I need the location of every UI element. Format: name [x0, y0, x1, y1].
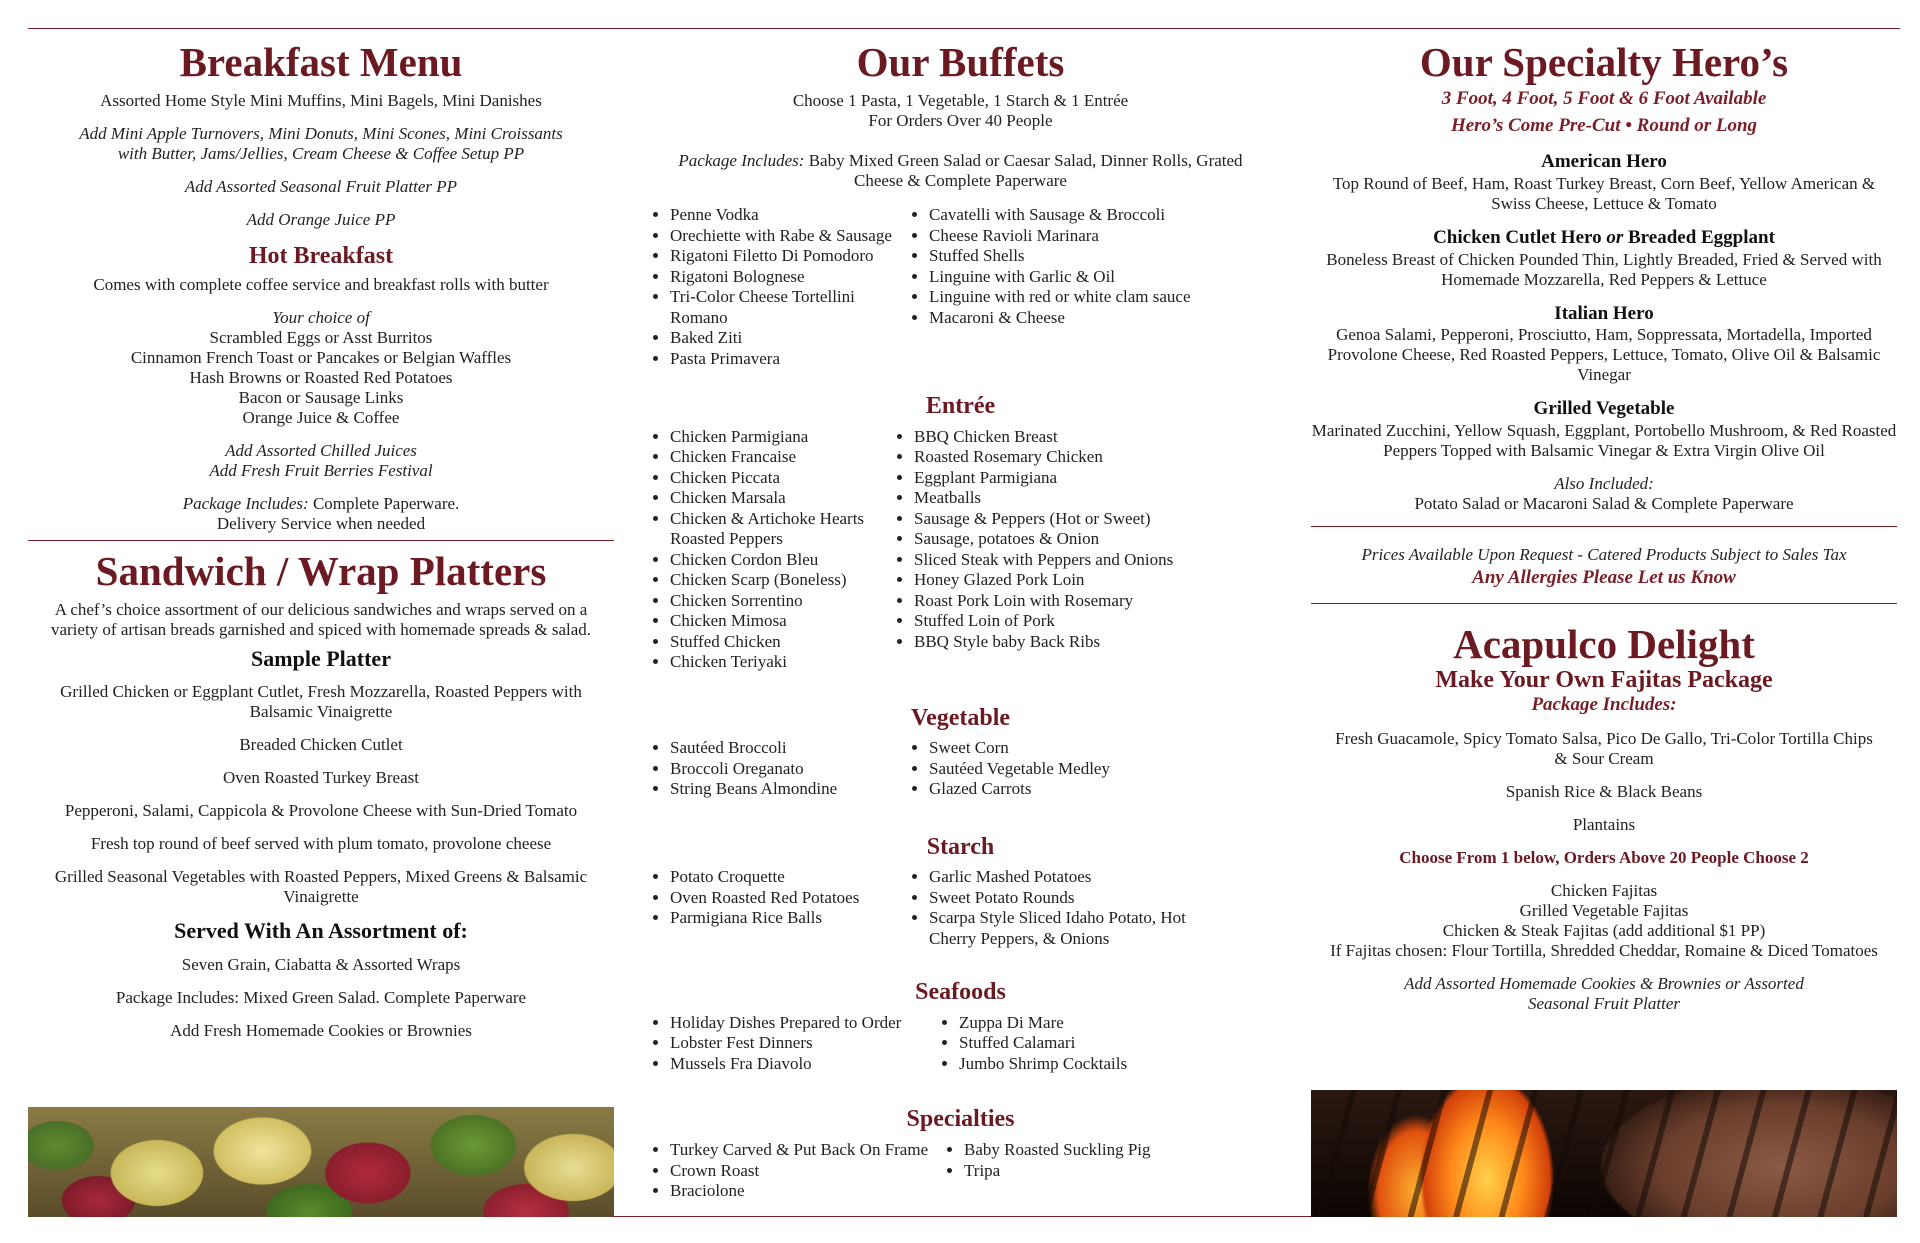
hot-breakfast-desc: Comes with complete coffee service and breakfast rolls with butter [93, 274, 549, 294]
starch-lists [638, 867, 1283, 949]
specialty-item: • Tripa [964, 1161, 1204, 1182]
breakfast-choices [28, 328, 614, 428]
breakfast-choice: Bacon or Sausage Links [238, 387, 404, 407]
specialty-item: • Crown Roast [670, 1161, 940, 1182]
entree-item: • Chicken Francaise [670, 447, 890, 468]
pasta-item: • Tri-Color Cheese Tortellini Romano [670, 287, 905, 328]
vegetable-item: • Glazed Carrots [929, 779, 1199, 800]
starch-title: Starch [926, 833, 995, 860]
starch-list-b [905, 867, 1209, 949]
acapulco-item: Fresh Guacamole, Spicy Tomato Salsa, Pico De Gallo, Tri-Color Tortilla Chips & Sour Cream [1335, 728, 1873, 768]
allergies-note: Any Allergies Please Let us Know [1472, 567, 1736, 589]
entree-item: • BBQ Chicken Breast [914, 427, 1214, 448]
buffets-choose: Choose 1 Pasta, 1 Vegetable, 1 Starch & 1 Entrée [792, 91, 1129, 111]
entree-item: • Eggplant Parmigiana [914, 468, 1214, 489]
vegetable-list-a [638, 738, 905, 800]
buffets-package: Package Includes: Baby Mixed Green Salad or Caesar Salad, Dinner Rolls, Grated Cheese & Complete Paperware [678, 151, 1243, 191]
served-line: Add Fresh Homemade Cookies or Brownies [170, 1020, 472, 1040]
sample-platter-item: Pepperoni, Salami, Cappicola & Provolone Cheese with Sun-Dried Tomato [64, 801, 578, 821]
pasta-item: • Cavatelli with Sausage & Broccoli [929, 205, 1199, 226]
starch-item: • Parmigiana Rice Balls [670, 908, 905, 929]
entree-item: • Chicken Teriyaki [670, 652, 890, 673]
seafood-item: • Jumbo Shrimp Cocktails [959, 1054, 1199, 1075]
top-rule [28, 28, 1900, 29]
pasta-item: • Linguine with Garlic & Oil [929, 267, 1199, 288]
breakfast-choice: Hash Browns or Roasted Red Potatoes [189, 367, 453, 387]
pasta-lists [638, 205, 1283, 369]
entree-item: • Chicken Cordon Bleu [670, 550, 890, 571]
tortellini-photo [28, 1107, 614, 1217]
heros-column [1311, 30, 1897, 1027]
entree-item: • Honey Glazed Pork Loin [914, 570, 1214, 591]
pasta-item: • Cheese Ravioli Marinara [929, 226, 1199, 247]
sample-platter-item: Breaded Chicken Cutlet [239, 735, 403, 755]
grilled-vegetable-desc: Marinated Zucchini, Yellow Squash, Eggplant, Portobello Mushroom, & Red Roasted Peppers Topped with Balsamic Vinegar & Extra Virgin Olive Oil [1311, 421, 1897, 461]
entree-lists [638, 427, 1283, 673]
sample-platter-item: Oven Roasted Turkey Breast [223, 768, 419, 788]
buffets-column [638, 30, 1283, 1202]
seafoods-title: Seafoods [915, 979, 1006, 1006]
entree-item: • Chicken Parmigiana [670, 427, 890, 448]
vegetable-item: • Sweet Corn [929, 738, 1199, 759]
seafood-item: • Zuppa Di Mare [959, 1013, 1199, 1034]
chicken-hero-title: Chicken Cutlet Hero or Breaded Eggplant [1433, 226, 1775, 248]
entree-item: • Sausage & Peppers (Hot or Sweet) [914, 509, 1214, 530]
seafood-item: • Lobster Fest Dinners [670, 1033, 935, 1054]
fajita-option: Grilled Vegetable Fajitas [1519, 900, 1689, 920]
pasta-item: • Orechiette with Rabe & Sausage [670, 226, 905, 247]
pasta-item: • Stuffed Shells [929, 246, 1199, 267]
served-line: Seven Grain, Ciabatta & Assorted Wraps [181, 954, 461, 974]
choice-label: Your choice of [272, 307, 370, 327]
entree-item: • Chicken Scarp (Boneless) [670, 570, 890, 591]
pasta-item: • Rigatoni Filetto Di Pomodoro [670, 246, 905, 267]
breakfast-addon: Add Fresh Fruit Berries Festival [209, 460, 433, 480]
entree-list-b [890, 427, 1214, 673]
entree-item: • Meatballs [914, 488, 1214, 509]
heros-sizes: 3 Foot, 4 Foot, 5 Foot & 6 Foot Available [1441, 88, 1767, 110]
divider [1311, 603, 1897, 604]
fajita-option: If Fajitas chosen: Flour Tortilla, Shredded Cheddar, Romaine & Diced Tomatoes [1330, 940, 1878, 960]
breakfast-column [28, 30, 614, 1054]
entree-item: • Chicken Piccata [670, 468, 890, 489]
divider [1311, 526, 1897, 527]
hot-breakfast-title: Hot Breakfast [248, 243, 394, 270]
acapulco-choose: Choose From 1 below, Orders Above 20 People Choose 2 [1399, 847, 1809, 867]
entree-item: • Sausage, potatoes & Onion [914, 529, 1214, 550]
american-hero-title: American Hero [1541, 151, 1667, 173]
breakfast-addon: Add Mini Apple Turnovers, Mini Donuts, Mini Scones, Mini Croissants with Butter, Jams/Jellies, Cream Cheese & Coffee Setup PP [79, 124, 563, 164]
specialties-list-a [638, 1140, 940, 1202]
seafood-list-b [935, 1013, 1199, 1075]
grill-photo [1311, 1090, 1897, 1217]
fajitas-list [1311, 881, 1897, 961]
specialties-lists [638, 1140, 1283, 1202]
breakfast-addon: Add Assorted Chilled Juices [225, 440, 417, 460]
vegetable-item: • Sautéed Broccoli [670, 738, 905, 759]
buffets-title: Our Buffets [856, 39, 1065, 85]
vegetable-lists [638, 738, 1283, 800]
bottom-rule [612, 1216, 1312, 1217]
acapulco-item: Plantains [1572, 814, 1636, 834]
entree-item: • Sliced Steak with Peppers and Onions [914, 550, 1214, 571]
breakfast-addon: Add Orange Juice PP [246, 210, 396, 230]
starch-list-a [638, 867, 905, 949]
breakfast-package: Package Includes: Complete Paperware. [182, 493, 460, 513]
pasta-item: • Linguine with red or white clam sauce [929, 287, 1199, 308]
specialty-item: • Turkey Carved & Put Back On Frame [670, 1140, 940, 1161]
seafood-item: • Mussels Fra Diavolo [670, 1054, 935, 1075]
heros-cut: Hero’s Come Pre-Cut • Round or Long [1450, 115, 1758, 137]
pasta-list-b [905, 205, 1199, 369]
starch-item: • Oven Roasted Red Potatoes [670, 888, 905, 909]
grilled-vegetable-title: Grilled Vegetable [1533, 398, 1675, 420]
vegetable-item: • Broccoli Oreganato [670, 759, 905, 780]
italian-hero-title: Italian Hero [1554, 302, 1654, 324]
breakfast-title: Breakfast Menu [179, 39, 463, 85]
entree-item: • Stuffed Chicken [670, 632, 890, 653]
entree-item: • Chicken & Artichoke Hearts Roasted Peppers [670, 509, 890, 550]
specialty-item: • Baby Roasted Suckling Pig [964, 1140, 1204, 1161]
sample-platter-item: Fresh top round of beef served with plum tomato, provolone cheese [90, 834, 552, 854]
starch-item: • Scarpa Style Sliced Idaho Potato, Hot Cherry Peppers, & Onions [929, 908, 1209, 949]
pasta-item: • Rigatoni Bolognese [670, 267, 905, 288]
starch-item: • Sweet Potato Rounds [929, 888, 1209, 909]
vegetable-item: • String Beans Almondine [670, 779, 905, 800]
sample-platter-item: Grilled Chicken or Eggplant Cutlet, Fresh Mozzarella, Roasted Peppers with Balsamic Vinaigrette [60, 682, 582, 722]
fajita-option: Chicken & Steak Fajitas (add additional $1 PP) [1442, 920, 1766, 940]
acapulco-title: Acapulco Delight [1453, 621, 1755, 668]
specialties-list-b [940, 1140, 1204, 1202]
acapulco-item: Spanish Rice & Black Beans [1505, 781, 1703, 801]
entree-item: • Chicken Sorrentino [670, 591, 890, 612]
also-included-label: Also Included: [1554, 474, 1654, 494]
pasta-list-a [638, 205, 905, 369]
starch-item: • Potato Croquette [670, 867, 905, 888]
italian-hero-desc: Genoa Salami, Pepperoni, Prosciutto, Ham, Soppressata, Mortadella, Imported Provolone Cheese, Red Roasted Peppers, Lettuce, Tomato, Olive Oil & Balsamic Vinegar [1327, 325, 1881, 385]
heros-title: Our Specialty Hero’s [1419, 39, 1789, 85]
american-hero-desc: Top Round of Beef, Ham, Roast Turkey Breast, Corn Beef, Yellow American & Swiss Cheese, Lettuce & Tomato [1332, 173, 1876, 213]
breakfast-line: Assorted Home Style Mini Muffins, Mini Bagels, Mini Danishes [100, 91, 542, 111]
buffets-orders: For Orders Over 40 People [868, 111, 1053, 131]
breakfast-choice: Cinnamon French Toast or Pancakes or Belgian Waffles [130, 347, 512, 367]
entree-item: • Chicken Marsala [670, 488, 890, 509]
vegetable-list-b [905, 738, 1199, 800]
sample-platter-item: Grilled Seasonal Vegetables with Roasted Peppers, Mixed Greens & Balsamic Vinaigrette [54, 867, 588, 907]
entree-list-a [638, 427, 890, 673]
pasta-item: • Macaroni & Cheese [929, 308, 1199, 329]
entree-title: Entrée [925, 393, 996, 420]
delivery-line: Delivery Service when needed [216, 513, 426, 533]
sample-platter-items [28, 682, 614, 907]
seafood-item: • Holiday Dishes Prepared to Order [670, 1013, 935, 1034]
acapulco-addon: Add Assorted Homemade Cookies & Brownies or Assorted Seasonal Fruit Platter [1404, 973, 1804, 1013]
chicken-hero-desc: Boneless Breast of Chicken Pounded Thin, Lightly Breaded, Fried & Served with Homemade Mozzarella, Red Peppers & Lettuce [1326, 249, 1882, 289]
acapulco-package-label: Package Includes: [1531, 693, 1677, 715]
served-line: Package Includes: Mixed Green Salad. Complete Paperware [115, 987, 527, 1007]
pasta-item: • Pasta Primavera [670, 349, 905, 370]
seafood-list-a [638, 1013, 935, 1075]
entree-item: • Stuffed Loin of Pork [914, 611, 1214, 632]
sandwich-desc: A chef’s choice assortment of our delicious sandwiches and wraps served on a variety of artisan breads garnished and spiced with homemade spreads & salad. [50, 599, 592, 639]
entree-item: • Roasted Rosemary Chicken [914, 447, 1214, 468]
specialties-title: Specialties [906, 1106, 1015, 1133]
entree-item: • BBQ Style baby Back Ribs [914, 632, 1214, 653]
also-included-text: Potato Salad or Macaroni Salad & Complete Paperware [1414, 494, 1794, 514]
starch-item: • Garlic Mashed Potatoes [929, 867, 1209, 888]
sandwich-title: Sandwich / Wrap Platters [95, 547, 547, 594]
entree-item: • Roast Pork Loin with Rosemary [914, 591, 1214, 612]
pasta-item: • Baked Ziti [670, 328, 905, 349]
seafood-item: • Stuffed Calamari [959, 1033, 1199, 1054]
prices-note: Prices Available Upon Request - Catered Products Subject to Sales Tax [1361, 545, 1847, 565]
breakfast-choice: Orange Juice & Coffee [242, 407, 400, 427]
seafood-lists [638, 1013, 1283, 1075]
fajita-option: Chicken Fajitas [1550, 880, 1658, 900]
vegetable-title: Vegetable [910, 704, 1011, 731]
sample-platter-title: Sample Platter [251, 645, 391, 671]
breakfast-addon: Add Assorted Seasonal Fruit Platter PP [184, 177, 458, 197]
pasta-item: • Penne Vodka [670, 205, 905, 226]
divider [28, 540, 614, 541]
specialty-item: • Braciolone [670, 1181, 940, 1202]
acapulco-subtitle: Make Your Own Fajitas Package [1435, 667, 1773, 694]
served-title: Served With An Assortment of: [174, 918, 468, 944]
vegetable-item: • Sautéed Vegetable Medley [929, 759, 1199, 780]
entree-item: • Chicken Mimosa [670, 611, 890, 632]
breakfast-choice: Scrambled Eggs or Asst Burritos [209, 327, 433, 347]
